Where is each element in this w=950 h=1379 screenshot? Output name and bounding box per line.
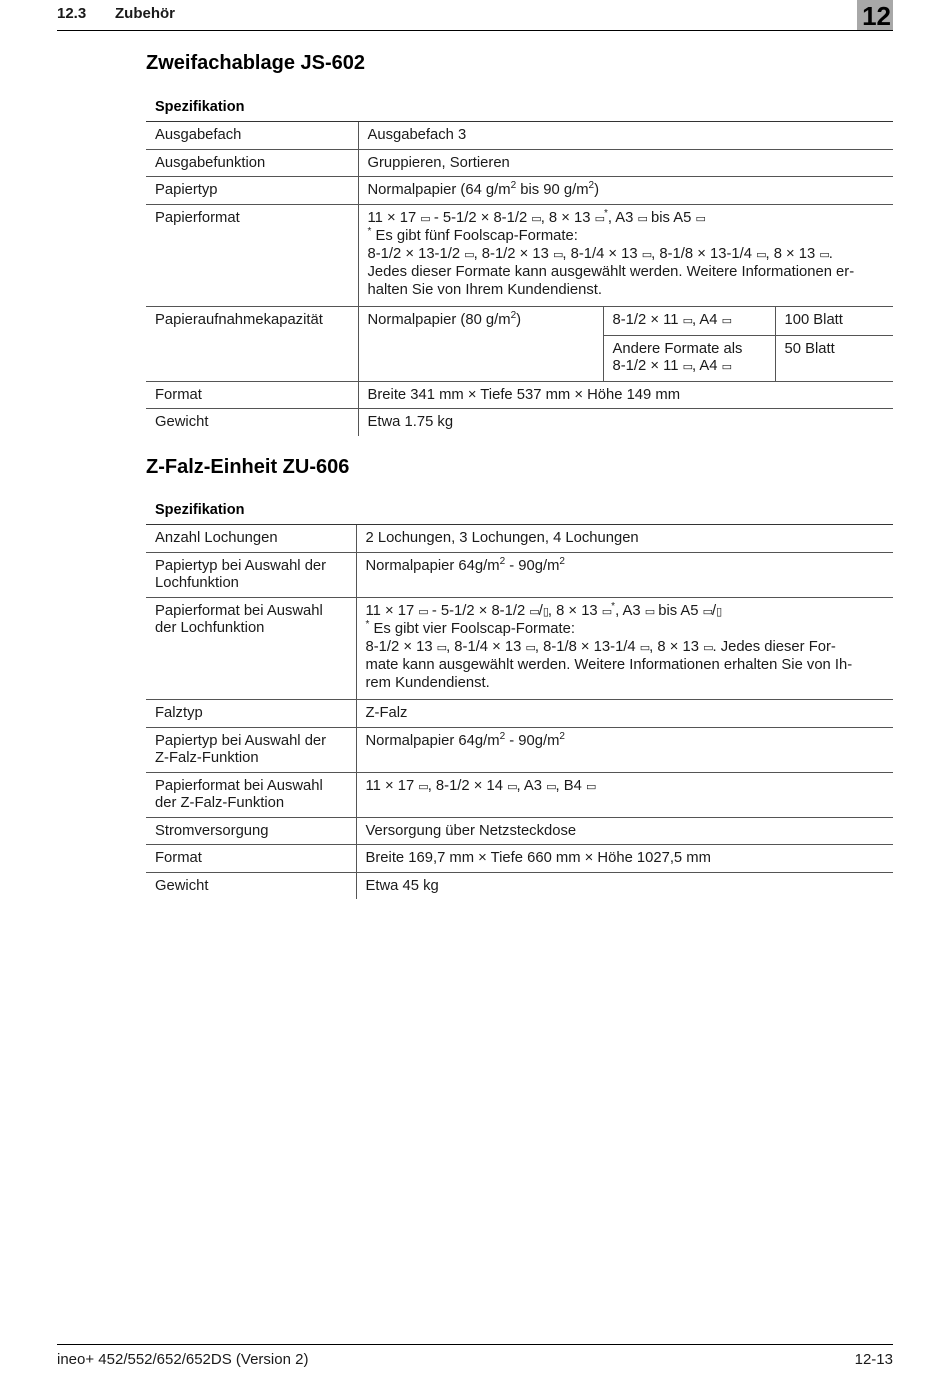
- row-value: 2 Lochungen, 3 Lochungen, 4 Lochungen: [356, 525, 893, 553]
- landscape-icon: ▭: [594, 212, 604, 225]
- table-row: [146, 872, 893, 899]
- landscape-icon: ▭: [418, 780, 428, 793]
- row-label: Format: [146, 845, 356, 873]
- row-label: Anzahl Lochungen: [146, 525, 356, 553]
- landscape-icon: ▭: [682, 315, 692, 327]
- landscape-icon: ▭: [507, 780, 517, 793]
- table-row: [146, 525, 893, 553]
- row-label: Papierformat: [146, 204, 358, 307]
- landscape-icon: ▭: [525, 641, 535, 654]
- page-header: [57, 0, 893, 31]
- landscape-icon: ▭: [703, 641, 713, 654]
- js602-title: Zweifachablage JS-602: [146, 52, 365, 74]
- row-value: Breite 169,7 mm × Tiefe 660 mm × Höhe 1027,5 mm: [356, 845, 893, 873]
- portrait-icon: ▯: [542, 605, 548, 618]
- landscape-icon: ▭: [464, 248, 474, 261]
- section-title: Zubehör: [115, 5, 175, 22]
- row-label: Papieraufnahmekapazität: [146, 307, 358, 382]
- table-row: [146, 845, 893, 873]
- row-capacity: 50 Blatt: [775, 335, 893, 381]
- table-row: [146, 772, 893, 817]
- row-label: Papiertyp: [146, 177, 358, 205]
- row-subformat: 8-1/2 × 11 ▭, A4 ▭: [603, 307, 775, 336]
- landscape-icon: ▭: [819, 248, 829, 261]
- landscape-icon: ▭: [756, 248, 766, 261]
- landscape-icon: ▭: [702, 605, 713, 618]
- table-row: [146, 307, 893, 336]
- row-value: Ausgabefach 3: [358, 122, 893, 150]
- landscape-icon: ▭: [436, 641, 447, 654]
- chapter-tab: 12: [857, 0, 893, 30]
- row-value: Normalpapier (64 $g/m^2$ bis 90 $g/m^2$): [358, 177, 893, 205]
- row-label: Gewicht: [146, 872, 356, 899]
- landscape-icon: ▭: [601, 605, 612, 618]
- row-value: Normalpapier $64g/m^2 - 90g/m^2$: [356, 727, 893, 772]
- table-row: [146, 177, 893, 205]
- landscape-icon: ▭: [420, 212, 430, 225]
- landscape-icon: ▭: [531, 212, 541, 225]
- landscape-icon: ▭: [418, 605, 428, 618]
- row-value: Versorgung über Netzsteckdose: [356, 817, 893, 845]
- zu606-spec-table: [146, 524, 893, 899]
- js602-spec-label: Spezifikation: [155, 99, 245, 115]
- js602-spec-table: [146, 121, 893, 436]
- table-row: [146, 817, 893, 845]
- row-label: Ausgabefunktion: [146, 149, 358, 177]
- landscape-icon: ▭: [637, 212, 647, 225]
- table-row: [146, 204, 893, 307]
- page-footer: [57, 1344, 893, 1368]
- landscape-icon: ▭: [585, 780, 596, 793]
- table-row: [146, 552, 893, 597]
- landscape-icon: ▭: [721, 361, 731, 373]
- row-value: Breite 341 mm × Tiefe 537 mm × Höhe 149 mm: [358, 381, 893, 409]
- row-label: Papierformat bei Auswahl der Z-Falz-Funktion: [146, 772, 356, 817]
- row-value: 11 × 17 ▭ - 5-1/2 × 8-1/2 ▭, 8 × 13 ▭*, A3 ▭ bis A5 ▭ * Es gibt fünf Foolscap-Formate: 8-1/2 × 13-1/2 ▭, 8-1/2 × 13 ▭, 8-1/4 × 13 ▭, 8-1/8 × 13-1/4 ▭, 8 × 13 ▭. Jedes dieser Formate kann ausgewählt werden. Weitere Informationen er- halten Sie von Ihrem Kundendienst.: [358, 204, 893, 307]
- landscape-icon: ▭: [639, 641, 650, 654]
- landscape-icon: ▭: [641, 248, 652, 261]
- table-row: [146, 409, 893, 436]
- landscape-icon: ▭: [546, 780, 556, 793]
- page-number: 12-13: [854, 1351, 893, 1368]
- row-label: Falztyp: [146, 700, 356, 728]
- row-capacity: 100 Blatt: [775, 307, 893, 336]
- row-value: Etwa 1.75 kg: [358, 409, 893, 436]
- table-row: [146, 122, 893, 150]
- row-label: Papiertyp bei Auswahl der Z-Falz-Funktion: [146, 727, 356, 772]
- table-row: [146, 727, 893, 772]
- landscape-icon: ▭: [682, 361, 692, 373]
- row-value: Normalpapier (80 $g/m^2$): [358, 307, 603, 382]
- landscape-icon: ▭: [644, 605, 655, 618]
- table-row: [146, 149, 893, 177]
- row-label: Stromversorgung: [146, 817, 356, 845]
- row-subformat: Andere Formate als 8-1/2 × 11 ▭, A4 ▭: [603, 335, 775, 381]
- portrait-icon: ▯: [716, 605, 722, 618]
- zu606-spec-label: Spezifikation: [155, 502, 245, 518]
- row-value: 11 × 17 ▭ - 5-1/2 × 8-1/2 ▭/▯, 8 × 13 ▭*, A3 ▭ bis A5 ▭/▯ * Es gibt vier Foolscap-Formate: 8-1/2 × 13 ▭, 8-1/4 × 13 ▭, 8-1/8 × 13-1/4 ▭, 8 × 13 ▭. Jedes dieser For- mate kann ausgewählt werden. Weitere Informationen erhalten Sie von Ih- rem Kundendienst.: [356, 597, 893, 700]
- table-row: [146, 381, 893, 409]
- row-value: Gruppieren, Sortieren: [358, 149, 893, 177]
- row-label: Ausgabefach: [146, 122, 358, 150]
- row-value: Normalpapier $64g/m^2 - 90g/m^2$: [356, 552, 893, 597]
- table-row: [146, 597, 893, 700]
- row-label: Format: [146, 381, 358, 409]
- row-value: Z-Falz: [356, 700, 893, 728]
- table-row: [146, 700, 893, 728]
- row-label: Papierformat bei Auswahl der Lochfunktion: [146, 597, 356, 700]
- row-label: Papiertyp bei Auswahl der Lochfunktion: [146, 552, 356, 597]
- row-label: Gewicht: [146, 409, 358, 436]
- landscape-icon: ▭: [695, 212, 705, 225]
- landscape-icon: ▭: [721, 315, 731, 327]
- row-value: Etwa 45 kg: [356, 872, 893, 899]
- landscape-icon: ▭: [529, 605, 539, 618]
- section-number: 12.3: [57, 5, 87, 22]
- footer-product: ineo+ 452/552/652/652DS (Version 2): [57, 1351, 309, 1368]
- row-value: 11 × 17 ▭, 8-1/2 × 14 ▭, A3 ▭, B4 ▭: [356, 772, 893, 817]
- landscape-icon: ▭: [552, 248, 563, 261]
- zu606-title: Z-Falz-Einheit ZU-606: [146, 456, 350, 478]
